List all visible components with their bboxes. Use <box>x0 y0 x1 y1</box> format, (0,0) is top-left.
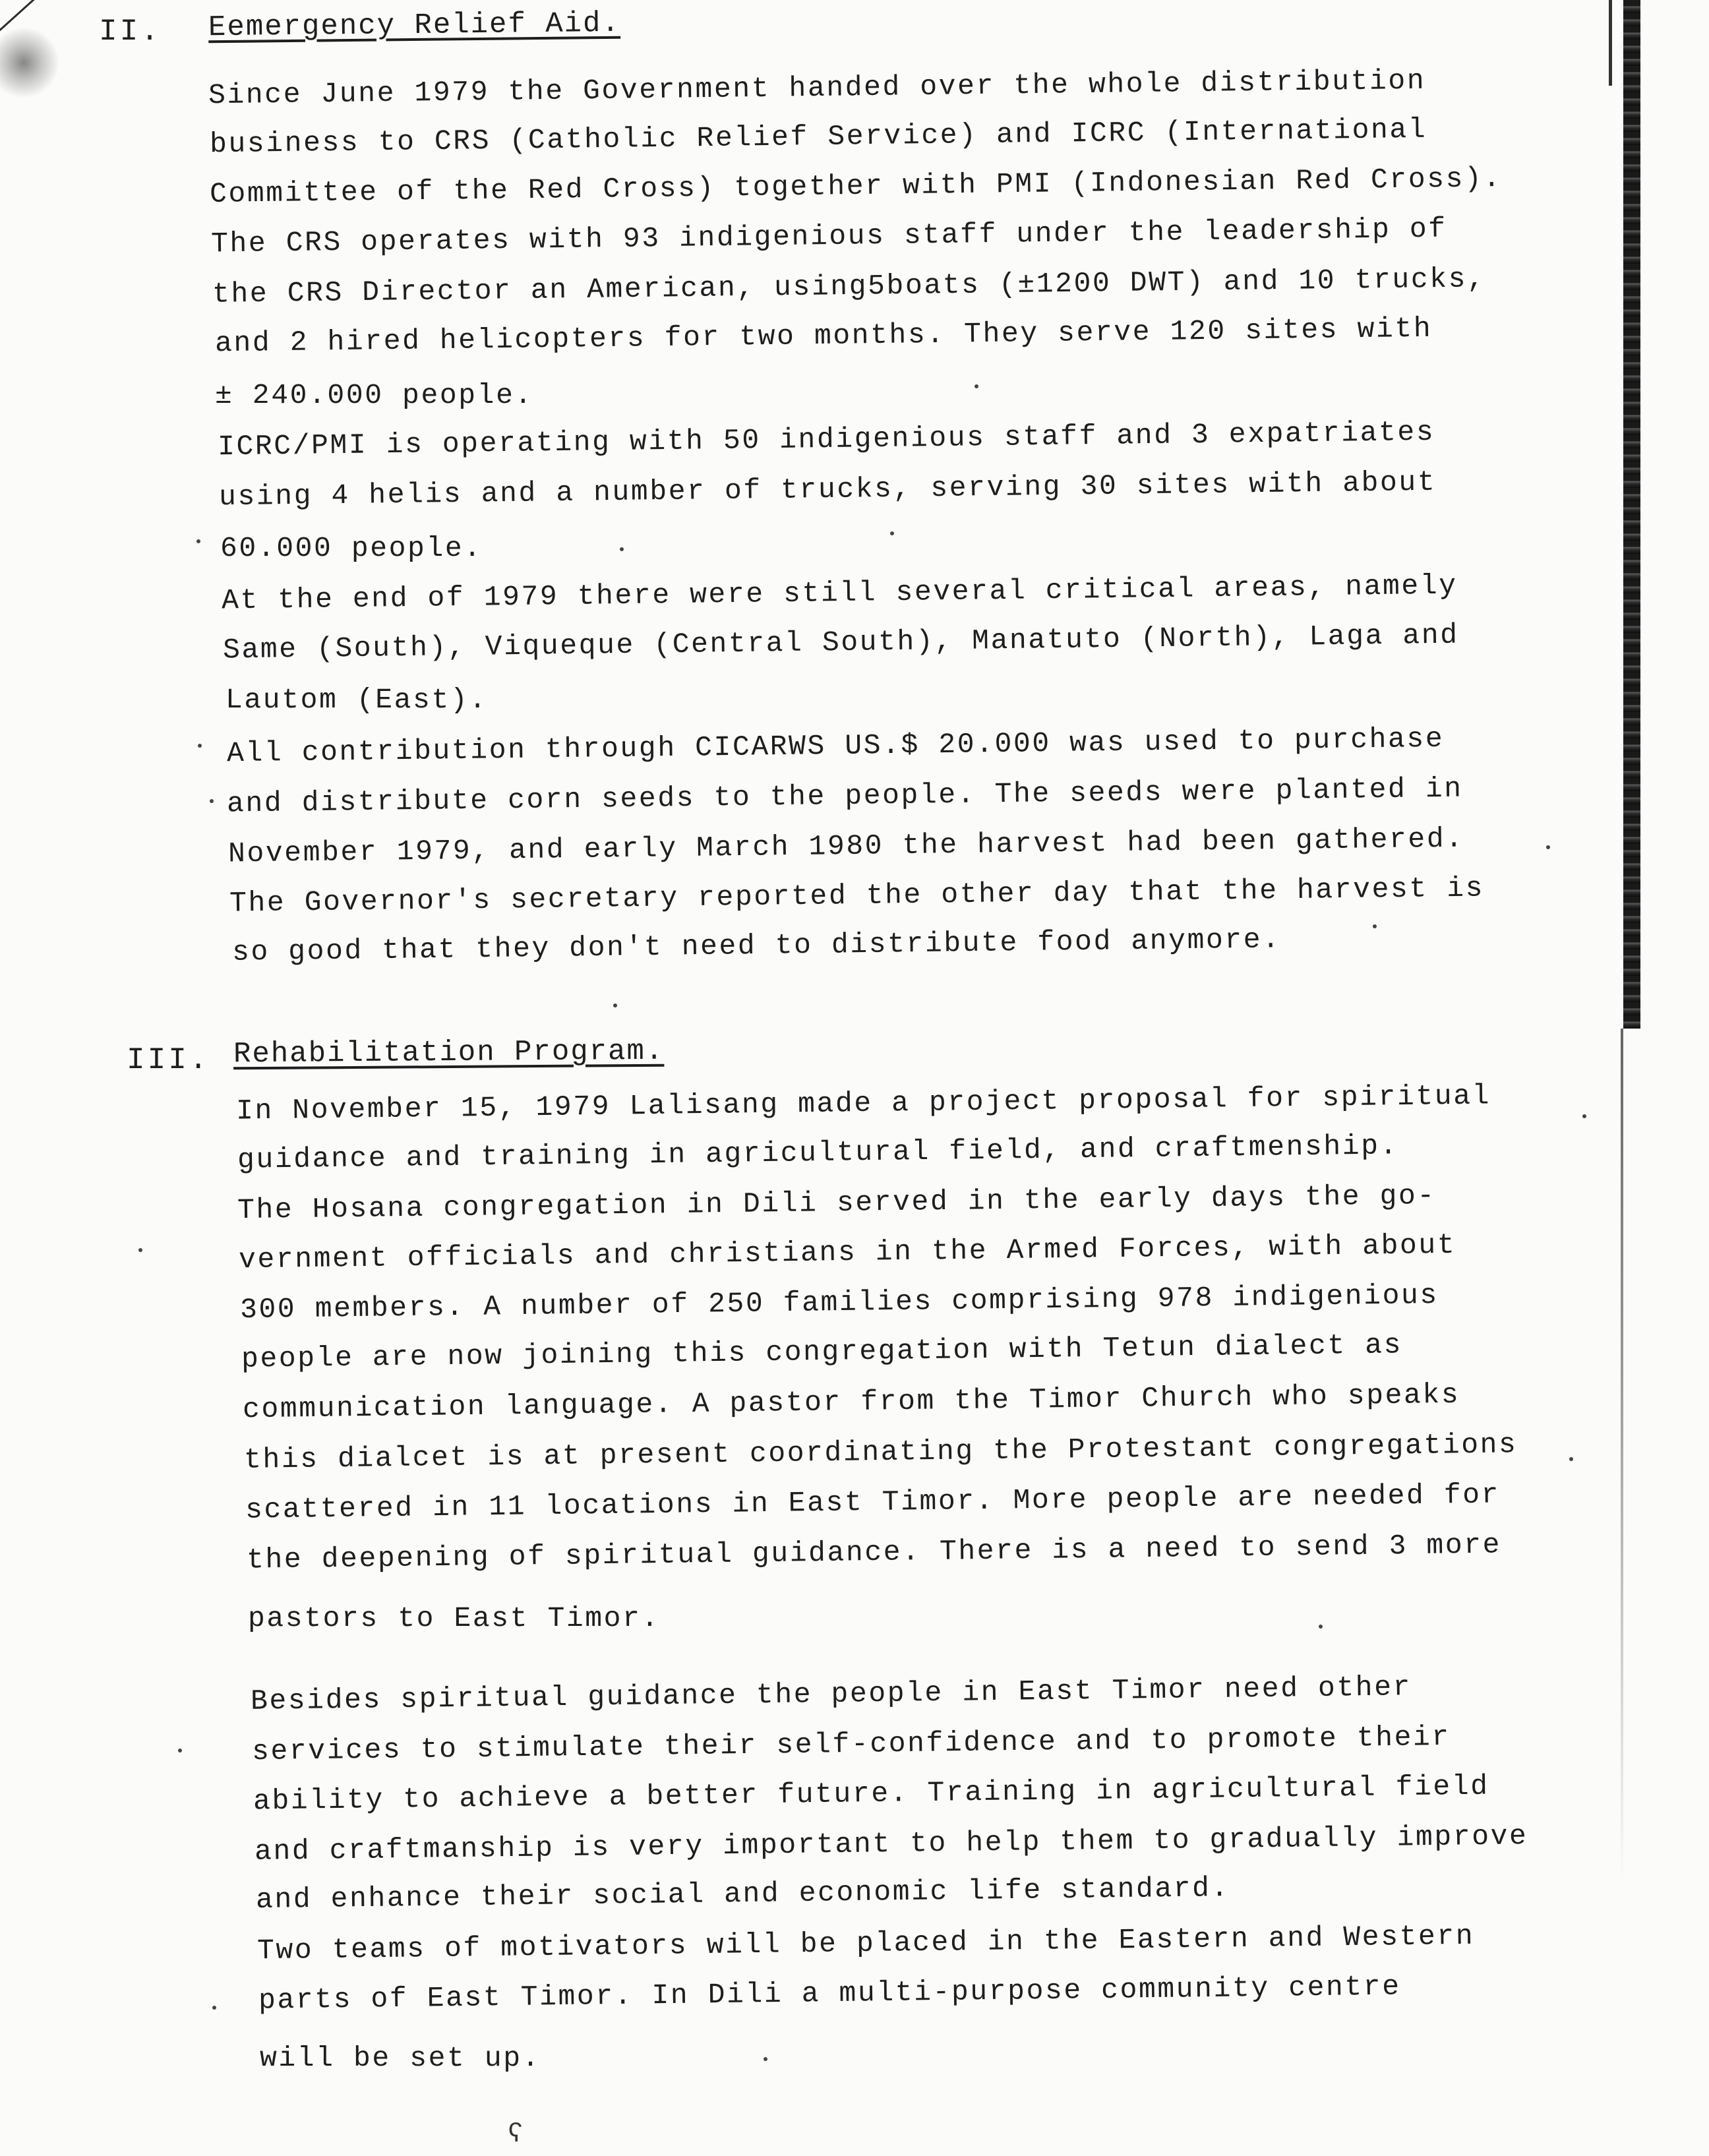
scan-speckle <box>0 26 59 99</box>
paragraph-line: The CRS operates with 93 indigenious staff under the leadership of <box>210 212 1447 260</box>
paragraph-line: Lautom (East). <box>225 684 488 716</box>
scan-speck <box>620 547 624 551</box>
paragraph-line: Besides spiritual guidance the people in East Timor need other <box>250 1671 1412 1718</box>
section-title: Eemergency Relief Aid. <box>208 7 621 45</box>
paragraph-line: will be set up. <box>260 2042 541 2074</box>
scan-speck <box>210 799 214 803</box>
scan-speck <box>890 531 894 535</box>
paragraph-line: Same (South), Viqueque (Central South), Manatuto (North), Laga and <box>222 618 1459 667</box>
binding-edge-shadow <box>1623 0 1640 1029</box>
paragraph-line: Since June 1979 the Government handed over the whole distribution <box>208 64 1426 112</box>
paragraph-line: ICRC/PMI is operating with 50 indigenious staff and 3 expatriates <box>217 415 1435 464</box>
paragraph-line: vernment officials and christians in the Armed Forces, with about <box>238 1228 1456 1276</box>
section-number: II. <box>99 15 162 49</box>
scan-speck <box>1569 1457 1573 1461</box>
scan-speck <box>1373 924 1377 928</box>
paragraph-line: services to stimulate their self-confidence and to promote their <box>251 1720 1451 1768</box>
paragraph-line: In November 15, 1979 Lalisang made a project proposal for spiritual <box>235 1079 1491 1127</box>
scan-speck <box>1319 1625 1323 1629</box>
paragraph-line: November 1979, and early March 1980 the harvest had been gathered. <box>227 822 1464 870</box>
paragraph-line: 60.000 people. <box>220 532 483 564</box>
paragraph-line: and distribute corn seeds to the people. The seeds were planted in <box>226 772 1463 820</box>
scan-speck <box>764 2057 767 2061</box>
bottom-ink-mark: ʕ <box>508 2120 524 2150</box>
paragraph-line: The Governor's secretary reported the other day that the harvest is <box>229 872 1485 920</box>
paragraph-line: Two teams of motivators will be placed in the Eastern and Western <box>256 1919 1475 1967</box>
scan-corner-artifact <box>0 0 99 125</box>
paragraph-line: All contribution through CICARWS US.$ 20.000 was used to purchase <box>226 722 1445 770</box>
section-title: Rehabilitation Program. <box>233 1034 665 1071</box>
paragraph-line: and 2 hired helicopters for two months. They serve 120 sites with <box>214 312 1433 360</box>
paragraph-line: the deepening of spiritual guidance. There is a need to send 3 more <box>246 1528 1502 1576</box>
binding-edge-fade <box>1621 1029 1623 1886</box>
paragraph-line: The Hosana congregation in Dili served in the early days the go- <box>237 1179 1437 1227</box>
scan-speck <box>1582 1114 1586 1118</box>
paragraph-line: business to CRS (Catholic Relief Service) and ICRC (International <box>209 113 1427 161</box>
paragraph-line: this dialcet is at present coordinating the Protestant congregations <box>243 1428 1518 1476</box>
paragraph-line: ability to achieve a better future. Training in agricultural field <box>253 1770 1489 1818</box>
scan-speck <box>613 1003 617 1007</box>
paragraph-line: scattered in 11 locations in East Timor. More people are needed for <box>245 1478 1501 1526</box>
paragraph-line: guidance and training in agricultural field, and craftmenship. <box>237 1129 1399 1176</box>
scan-speck <box>974 384 978 388</box>
paragraph-line: pastors to East Timor. <box>248 1602 660 1634</box>
binding-edge-line <box>1609 0 1612 86</box>
paragraph-line: communication language. A pastor from the Timor Church who speaks <box>242 1378 1460 1426</box>
scan-speck <box>138 1248 142 1252</box>
scan-speck <box>1546 845 1550 849</box>
paragraph-line: Committee of the Red Cross) together with PMI (Indonesian Red Cross). <box>209 162 1503 210</box>
paragraph-line: 300 members. A number of 250 families comprising 978 indigenious <box>239 1278 1439 1327</box>
paragraph-line: parts of East Timor. In Dili a multi-purpose community centre <box>258 1970 1401 2017</box>
paragraph-line: the CRS Director an American, using5boats (±1200 DWT) and 10 trucks, <box>212 262 1486 311</box>
scan-speck <box>198 744 202 748</box>
paragraph-line: using 4 helis and a number of trucks, serving 30 sites with about <box>218 465 1437 514</box>
scan-speck <box>178 1749 182 1752</box>
scan-speck <box>196 539 200 543</box>
section-number: III. <box>127 1043 210 1077</box>
paragraph-line: At the end of 1979 there were still several critical areas, namely <box>221 569 1458 617</box>
paragraph-line: people are now joining this congregation with Tetun dialect as <box>241 1329 1403 1375</box>
paragraph-line: and enhance their social and economic life standard. <box>255 1871 1230 1917</box>
paragraph-line: and craftmanship is very important to help them to gradually improve <box>254 1820 1528 1868</box>
scan-speck <box>212 2006 216 2010</box>
paragraph-line: ± 240.000 people. <box>215 379 533 411</box>
paragraph-line: so good that they don't need to distribute food anymore. <box>231 923 1281 969</box>
